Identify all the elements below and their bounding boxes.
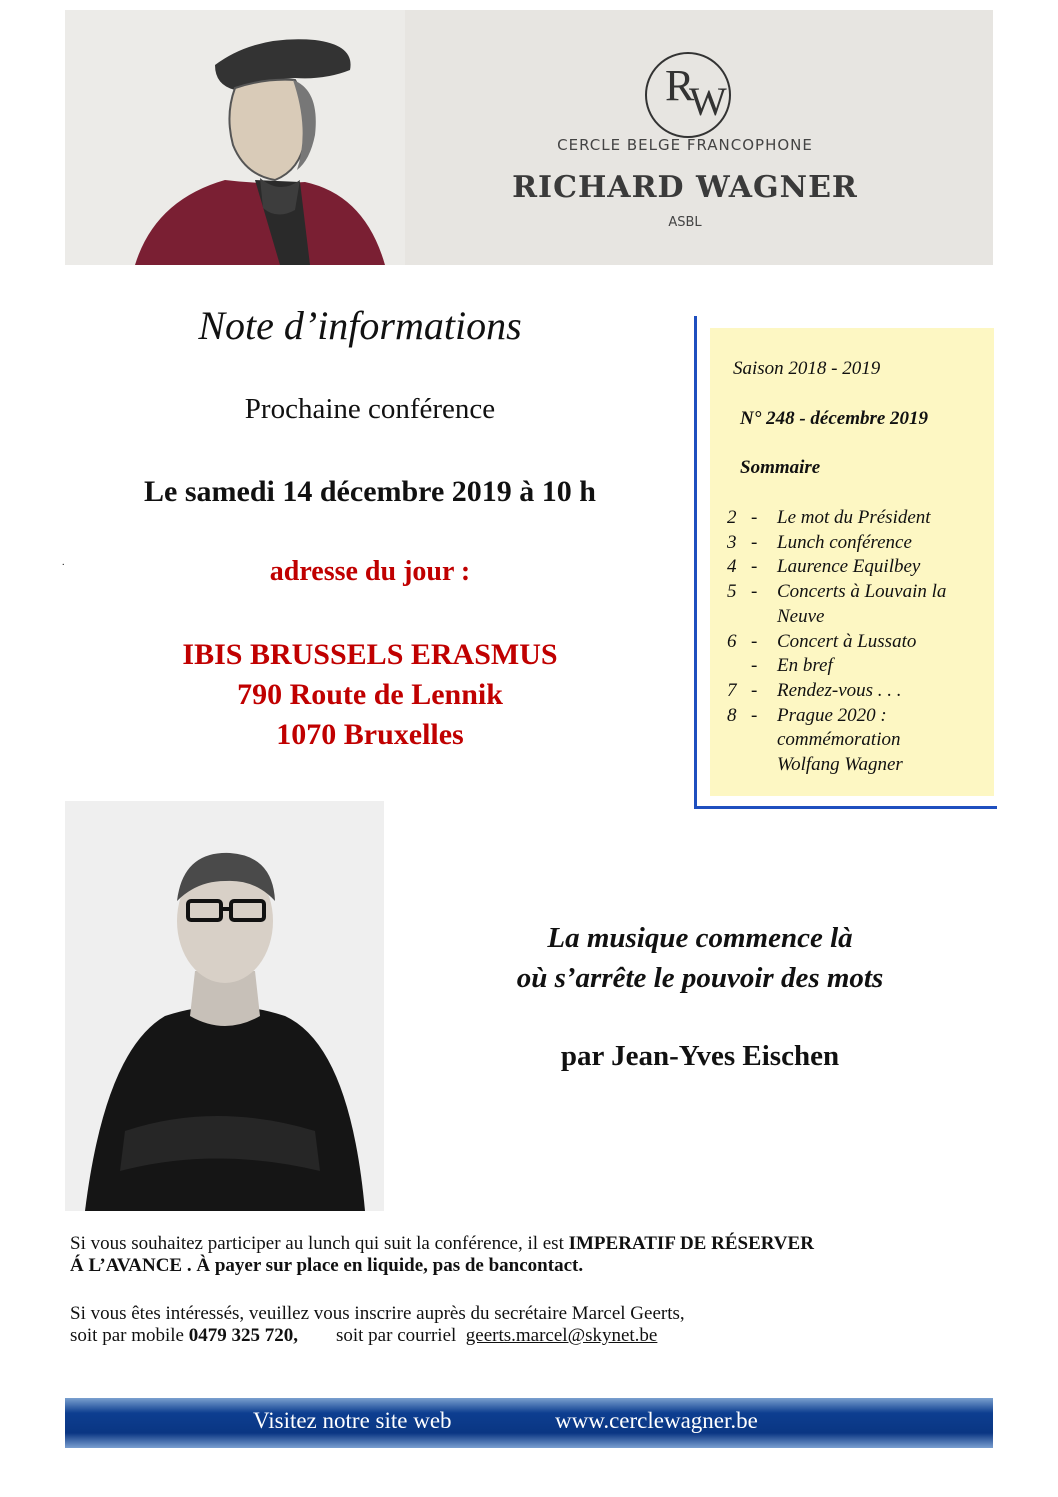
next-conference-label: Prochaine conférence [244, 393, 496, 425]
toc-item-number: 8 [727, 704, 737, 726]
toc-item [727, 531, 989, 556]
toc-item-number: 6 [727, 630, 737, 652]
talk-title-line-2: où s’arrête le pouvoir des mots [516, 962, 884, 994]
website-link[interactable]: www.cerclewagner.be [555, 1408, 758, 1433]
org-name: RICHARD WAGNER [512, 170, 858, 205]
address-block [60, 635, 680, 755]
toc-item-dash [751, 605, 777, 630]
toc-item [727, 704, 989, 729]
toc-item-dash: - [751, 507, 758, 528]
contact-email-label: soit par courriel [297, 1325, 466, 1346]
toc-item-label: Le mot du Président [777, 507, 931, 528]
venue-city: 1070 Bruxelles [276, 718, 464, 751]
toc-item-dash: - [751, 704, 758, 726]
toc-item-label: Wolfang Wagner [777, 754, 903, 776]
toc-item-label: Laurence Equilbey [777, 556, 921, 578]
toc-item-label: Lunch conférence [777, 531, 912, 553]
wagner-portrait-image [65, 10, 405, 265]
toc-item-label: Prague 2020 : [777, 704, 887, 726]
toc-item [727, 753, 989, 778]
org-subtitle: CERCLE BELGE FRANCOPHONE [557, 136, 813, 154]
toc-item-dash [751, 728, 777, 753]
toc-item [727, 630, 989, 655]
toc-item-number [727, 654, 751, 679]
toc-item-number: 5 [727, 581, 737, 603]
toc-item [727, 506, 989, 531]
toc-item-dash: - [751, 679, 758, 701]
toc-item-number: 3 [727, 531, 737, 553]
contact-note-text: Si vous êtes intéressés, veuillez vous inscrire auprès du secrétaire Marcel Geerts, [70, 1303, 685, 1324]
lunch-note [70, 1233, 990, 1277]
venue-street: 790 Route de Lennik [237, 678, 503, 711]
toc-item [727, 728, 989, 753]
contact-phone: 0479 325 720, [188, 1325, 298, 1346]
talk-title [400, 918, 1000, 998]
toc-item-number [727, 605, 751, 630]
stray-dot: . [62, 557, 65, 568]
toc-item-label: commémoration [777, 729, 901, 751]
contact-email-link[interactable]: geerts.marcel@skynet.be [465, 1325, 658, 1346]
page-title: Note d’informations [198, 303, 522, 348]
speaker-photo-image [65, 801, 384, 1211]
toc-item [727, 605, 989, 630]
address-label: adresse du jour : [269, 556, 471, 587]
issue-label: N° 248 - décembre 2019 [740, 408, 929, 429]
toc-item [727, 654, 989, 679]
toc-item-label: Rendez-vous . . . [777, 679, 902, 701]
logo-letter-w: W [689, 79, 727, 124]
header-banner [65, 10, 993, 265]
toc-item-dash: - [751, 556, 758, 578]
speaker-name: par Jean-Yves Eischen [560, 1040, 840, 1072]
toc-item-number: 2 [727, 507, 737, 528]
talk-title-line-1: La musique commence là [547, 922, 853, 954]
summary-title: Sommaire [740, 457, 821, 478]
toc-item-label: Concerts à Louvain la [777, 581, 947, 603]
toc-item-number [727, 753, 751, 778]
toc-item-number [727, 728, 751, 753]
lunch-note-text: Si vous souhaitez participer au lunch qui suit la conférence, il est [70, 1233, 569, 1254]
footer-banner [65, 1398, 993, 1448]
logo-letter-r: R [665, 61, 695, 110]
lunch-note-payment: Á L’AVANCE . À payer sur place en liquide, pas de bancontact. [70, 1255, 584, 1276]
toc-item-label: Neuve [777, 605, 825, 627]
toc-item-label: En bref [777, 655, 833, 677]
footer-label: Visitez notre site web [253, 1408, 452, 1433]
season-label: Saison 2018 - 2019 [733, 358, 881, 379]
toc-item-label: Concert à Lussato [777, 630, 917, 652]
toc-item [727, 580, 989, 605]
venue-name: IBIS BRUSSELS ERASMUS [182, 638, 558, 671]
toc-item-dash: - [751, 630, 758, 652]
toc-item-dash: - [751, 655, 758, 677]
contact-note [70, 1303, 990, 1347]
toc-item-dash: - [751, 581, 758, 603]
conference-date: Le samedi 14 décembre 2019 à 10 h [144, 475, 596, 508]
lunch-note-emphasis: IMPERATIF DE RÉSERVER [568, 1233, 814, 1254]
speaker-photo [65, 801, 384, 1211]
contact-mobile-label: soit par mobile [70, 1325, 189, 1346]
table-of-contents [727, 506, 989, 778]
toc-item [727, 679, 989, 704]
toc-item-dash [751, 753, 777, 778]
org-suffix: ASBL [668, 215, 702, 230]
toc-item-dash: - [751, 531, 758, 553]
toc-item [727, 555, 989, 580]
toc-item-number: 4 [727, 556, 737, 578]
toc-item-number: 7 [727, 679, 737, 701]
